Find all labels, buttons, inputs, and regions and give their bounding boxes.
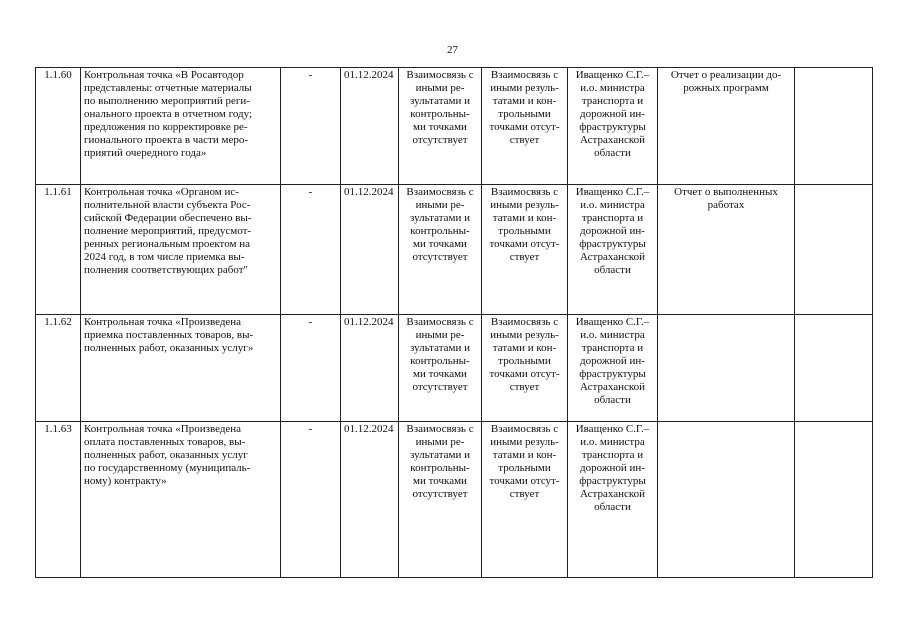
table-row [36, 185, 873, 315]
row-responsible: Иващенко С.Г.– и.о. министра транспорта и дорожной ин- фраструктуры Астраханской области [568, 185, 658, 315]
row-responsible: Иващенко С.Г.– и.о. министра транспорта и дорожной ин- фраструктуры Астраханской области [568, 422, 658, 578]
row-link-results: Взаимосвязь с иными ре- зультатами и контрольны- ми точками отсутствует [399, 68, 482, 185]
row-number: 1.1.61 [36, 185, 81, 315]
row-dash: - [281, 185, 341, 315]
row-link-points: Взаимосвязь с иными резуль- татами и кон- трольными точками отсут- ствует [482, 68, 568, 185]
row-number: 1.1.63 [36, 422, 81, 578]
row-extra [795, 185, 873, 315]
row-document [658, 315, 795, 422]
row-title: Контрольная точка «Органом ис- полнительной власти субъекта Рос- сийской Федерации обеспечено вы- полнение мероприятий, предусмот- ренных региональным проектом на 2024 год, в том числе приемка вы- полнения соответствующих работ" [81, 185, 281, 315]
row-extra [795, 68, 873, 185]
row-link-points: Взаимосвязь с иными резуль- татами и кон- трольными точками отсут- ствует [482, 185, 568, 315]
row-number: 1.1.60 [36, 68, 81, 185]
row-date: 01.12.2024 [341, 315, 399, 422]
row-document: Отчет о выполненных работах [658, 185, 795, 315]
row-date: 01.12.2024 [341, 422, 399, 578]
row-date: 01.12.2024 [341, 185, 399, 315]
row-responsible: Иващенко С.Г.– и.о. министра транспорта и дорожной ин- фраструктуры Астраханской области [568, 315, 658, 422]
row-title: Контрольная точка «Произведена оплата поставленных товаров, вы- полненных работ, оказанных услуг по государственному (муниципаль- ному) контракту» [81, 422, 281, 578]
row-link-points: Взаимосвязь с иными резуль- татами и кон- трольными точками отсут- ствует [482, 422, 568, 578]
table-row [36, 422, 873, 578]
row-extra [795, 422, 873, 578]
control-points-table [35, 67, 873, 578]
row-dash: - [281, 315, 341, 422]
table-row [36, 315, 873, 422]
row-number: 1.1.62 [36, 315, 81, 422]
row-dash: - [281, 422, 341, 578]
row-link-results: Взаимосвязь с иными ре- зультатами и контрольны- ми точками отсутствует [399, 185, 482, 315]
page-number: 27 [447, 44, 458, 56]
row-responsible: Иващенко С.Г.– и.о. министра транспорта и дорожной ин- фраструктуры Астраханской области [568, 68, 658, 185]
row-dash: - [281, 68, 341, 185]
row-link-results: Взаимосвязь с иными ре- зультатами и контрольны- ми точками отсутствует [399, 315, 482, 422]
row-title: Контрольная точка «Произведена приемка поставленных товаров, вы- полненных работ, оказанных услуг» [81, 315, 281, 422]
row-link-results: Взаимосвязь с иными ре- зультатами и контрольны- ми точками отсутствует [399, 422, 482, 578]
row-document [658, 422, 795, 578]
row-extra [795, 315, 873, 422]
row-date: 01.12.2024 [341, 68, 399, 185]
row-title: Контрольная точка «В Росавтодор представлены: отчетные материалы по выполнению мероприятий реги- онального проекта в отчетном году; предложения по корректировке ре- гионального проекта в части меро- приятий очередного года» [81, 68, 281, 185]
row-link-points: Взаимосвязь с иными резуль- татами и кон- трольными точками отсут- ствует [482, 315, 568, 422]
row-document: Отчет о реализации до- рожных программ [658, 68, 795, 185]
table-row [36, 68, 873, 185]
